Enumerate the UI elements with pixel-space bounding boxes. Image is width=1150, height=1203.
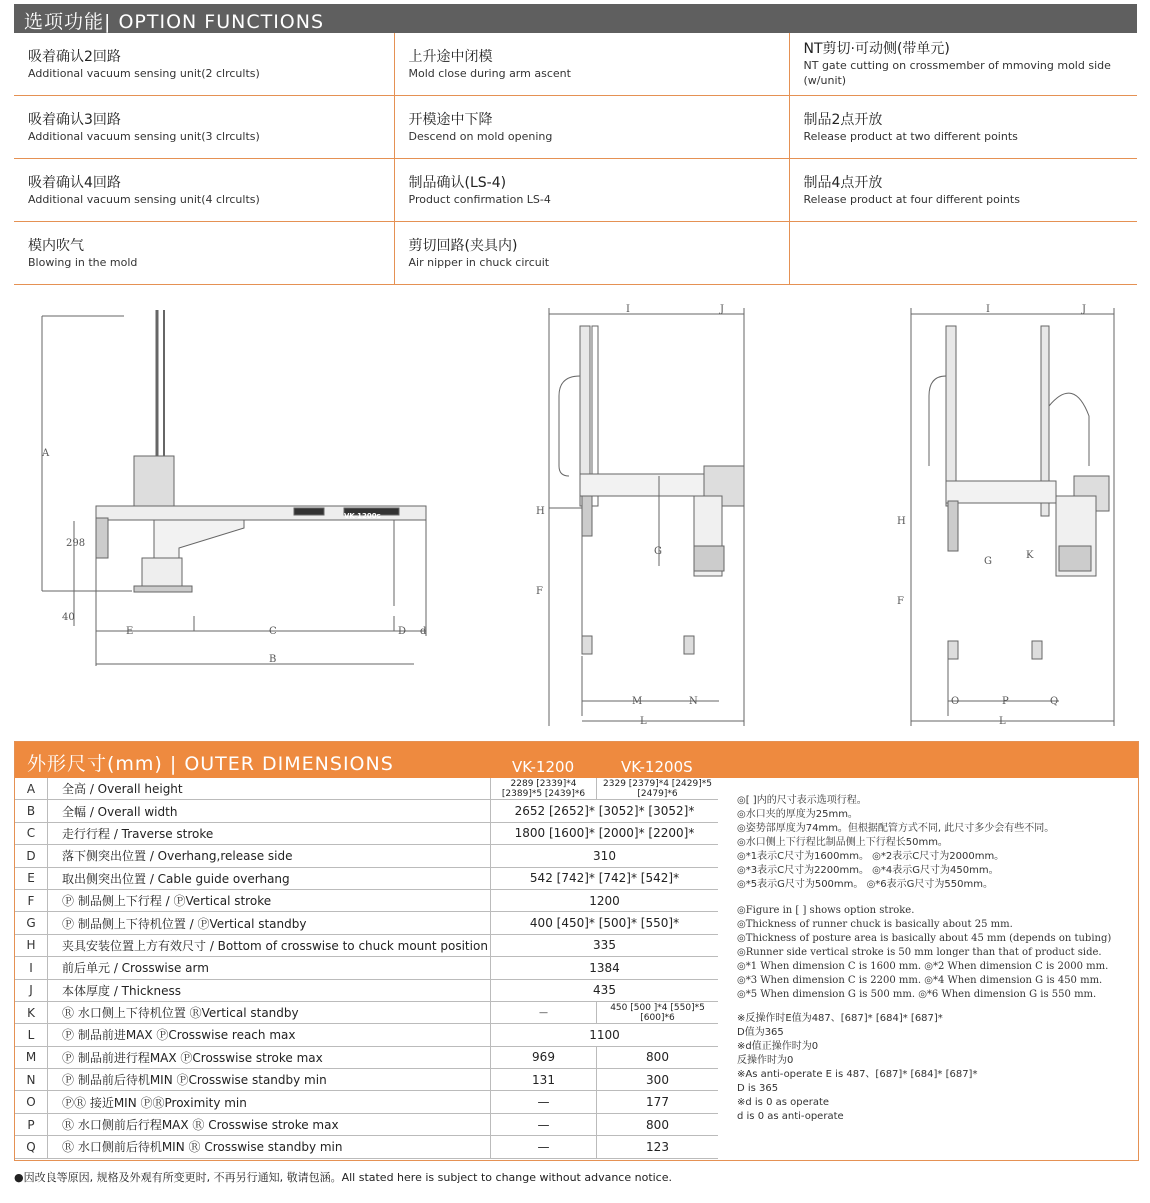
dimension-value-vk1200: — <box>491 1091 597 1113</box>
dimension-label: 取出侧突出位置 / Cable guide overhang <box>48 867 491 889</box>
dimension-key: A <box>15 778 48 800</box>
dimension-label: Ⓡ 水口侧前后行程MAX Ⓡ Crosswise stroke max <box>48 1113 491 1135</box>
option-functions-table <box>14 33 1137 285</box>
footnote: ●因改良等原因, 规格及外观有所变更时, 不再另行通知, 敬请包涵。All stated here is subject to change without advance notice. <box>14 1171 672 1184</box>
note-line: ◎Runner side vertical stroke is 50 mm longer than that of product side. <box>737 947 1102 958</box>
dim-label-I-front: I <box>626 304 630 315</box>
note-line: ◎Thickness of posture area is basically about 45 mm (depends on tubing) <box>737 933 1112 944</box>
dim-label-M: M <box>632 696 643 707</box>
note-line: 反操作时为0 <box>737 1055 794 1066</box>
dimension-label: Ⓟ 制品侧上下行程 / ⓅVertical stroke <box>48 889 491 911</box>
option-cell <box>14 96 394 159</box>
dimension-row <box>15 912 718 934</box>
dimension-row <box>15 778 718 800</box>
dimension-value: 1800 [1600]* [2000]* [2200]* <box>491 822 719 844</box>
dim-label-D: D <box>398 626 407 637</box>
option-en: Additional vacuum sensing unit(2 clrcults) <box>28 66 260 80</box>
option-cn: 模内吹气 <box>28 237 84 254</box>
dimension-key: G <box>15 912 48 934</box>
dimension-label: 走行行程 / Traverse stroke <box>48 822 491 844</box>
dimension-value: 335 <box>491 934 719 956</box>
option-cell <box>394 96 789 159</box>
option-cell <box>789 159 1137 222</box>
dimension-row <box>15 845 718 867</box>
note-line: D值为365 <box>737 1027 784 1038</box>
option-row <box>14 222 1137 285</box>
notes-english <box>737 904 1132 1002</box>
dimension-label: 落下侧突出位置 / Overhang,release side <box>48 845 491 867</box>
option-en: Mold close during arm ascent <box>408 66 571 80</box>
dimension-value-vk1200: 969 <box>491 1046 597 1068</box>
dimension-row <box>15 934 718 956</box>
dimension-value-vk1200: 131 <box>491 1069 597 1091</box>
dim-label-d: d <box>420 626 427 637</box>
option-cn: 吸着确认2回路 <box>28 48 121 65</box>
dimension-value: 2652 [2652]* [3052]* [3052]* <box>491 800 719 822</box>
option-en: Additional vacuum sensing unit(3 clrcults) <box>28 129 260 143</box>
front-view-s-drawing <box>911 308 1114 726</box>
dimension-row <box>15 1001 718 1023</box>
option-cn: 吸着确认3回路 <box>28 111 121 128</box>
dimension-value: 1100 <box>491 1024 719 1046</box>
note-line: ※d is 0 as operate <box>737 1097 830 1108</box>
option-row <box>14 159 1137 222</box>
dimension-value-vk1200: 2289 [2339]*4 [2389]*5 [2439]*6 <box>491 778 597 800</box>
outer-dimensions-panel <box>14 741 1139 1161</box>
dim-label-P: P <box>1002 696 1009 707</box>
dimension-key: I <box>15 957 48 979</box>
option-en: Blowing in the mold <box>28 255 138 269</box>
dim-label-O: O <box>951 696 960 707</box>
dimension-value: 435 <box>491 979 719 1001</box>
dimension-key: O <box>15 1091 48 1113</box>
dimensions-table <box>15 778 718 1159</box>
note-line: ※反操作时E值为487、[687]* [684]* [687]* <box>737 1013 943 1024</box>
model-vk1200s: VK-1200S <box>621 758 693 776</box>
option-cell <box>789 33 1137 96</box>
option-cn: 吸着确认4回路 <box>28 174 121 191</box>
dimension-key: M <box>15 1046 48 1068</box>
dim-label-40: 40 <box>62 612 75 623</box>
note-line: ◎*1表示C尺寸为1600mm。 ◎*2表示C尺寸为2000mm。 <box>737 851 1005 862</box>
option-en: Descend on mold opening <box>408 129 553 143</box>
note-line: ◎姿势部厚度为74mm。但根据配管方式不同, 此尺寸多少会有些不同。 <box>737 823 1055 834</box>
option-cn: 制品2点开放 <box>803 111 883 128</box>
dimension-value-vk1200: — <box>491 1001 597 1023</box>
outer-dimensions-header <box>15 742 1138 778</box>
option-functions-title: 选项功能| OPTION FUNCTIONS <box>24 11 325 33</box>
dim-label-H-s: H <box>897 516 906 527</box>
dimension-value: 310 <box>491 845 719 867</box>
dimension-drawings <box>14 296 1137 726</box>
option-cell <box>394 33 789 96</box>
dimension-key: C <box>15 822 48 844</box>
dimension-label: ⓅⓇ 接近MIN ⓅⓇProximity min <box>48 1091 491 1113</box>
dimension-row <box>15 867 718 889</box>
dimension-label: 全幅 / Overall width <box>48 800 491 822</box>
dim-label-F-front: F <box>536 586 543 597</box>
option-cell <box>394 159 789 222</box>
dim-label-E: E <box>126 626 134 637</box>
dimension-label: Ⓟ 制品侧上下待机位置 / ⓅVertical standby <box>48 912 491 934</box>
dimension-value: 542 [742]* [742]* [542]* <box>491 867 719 889</box>
option-cn: 开模途中下降 <box>408 111 493 128</box>
dimension-value-vk1200s: 2329 [2379]*4 [2429]*5 [2479]*6 <box>597 778 719 800</box>
dimension-label: Ⓟ 制品前进行程MAX ⓅCrosswise stroke max <box>48 1046 491 1068</box>
option-en: Product confirmation LS-4 <box>408 192 551 206</box>
dimension-key: E <box>15 867 48 889</box>
option-cn: 制品4点开放 <box>803 174 883 191</box>
dimension-label: 前后单元 / Crosswise arm <box>48 957 491 979</box>
dimension-key: P <box>15 1113 48 1135</box>
dim-label-298: 298 <box>66 538 86 549</box>
option-cn: 上升途中闭模 <box>408 48 493 65</box>
dimension-label: 夹具安装位置上方有效尺寸 / Bottom of crosswise to chuck mount position <box>48 934 491 956</box>
option-cell <box>14 33 394 96</box>
notes-chinese <box>737 794 1132 892</box>
option-cell <box>789 222 1137 285</box>
option-functions-header <box>14 4 1137 33</box>
option-row <box>14 33 1137 96</box>
note-line: ◎水口侧上下行程比制品侧上下行程长50mm。 <box>737 837 948 848</box>
dimension-key: H <box>15 934 48 956</box>
dimension-value-vk1200s: 450 [500 ]*4 [550]*5 [600]*6 <box>597 1001 719 1023</box>
dimension-value-vk1200s: 300 <box>597 1069 719 1091</box>
dim-label-G-s: G <box>984 556 992 567</box>
dim-label-H-front: H <box>536 506 545 517</box>
option-en: Additional vacuum sensing unit(4 clrcults) <box>28 192 260 206</box>
dimension-row <box>15 979 718 1001</box>
dim-label-C: C <box>269 626 277 637</box>
option-en: NT gate cutting on crossmember of mmoving mold side (w/unit) <box>803 59 1111 87</box>
note-line: ※As anti-operate E is 487、[687]* [684]* [687]* <box>737 1069 978 1080</box>
dim-label-G-front: G <box>654 546 662 557</box>
dimension-key: N <box>15 1069 48 1091</box>
option-en: Release product at two different points <box>803 129 1018 143</box>
option-cell <box>14 159 394 222</box>
dimension-row <box>15 1069 718 1091</box>
dimension-row <box>15 1024 718 1046</box>
note-line: ◎*5 When dimension G is 500 mm. ◎*6 When dimension G is 550 mm. <box>737 989 1097 1000</box>
dimension-value-vk1200s: 800 <box>597 1113 719 1135</box>
note-line: ◎*3 When dimension C is 2200 mm. ◎*4 When dimension G is 450 mm. <box>737 975 1103 986</box>
dimension-notes <box>737 794 1132 1124</box>
option-cn: 制品确认(LS-4) <box>408 174 507 191</box>
dimension-key: Q <box>15 1136 48 1158</box>
dim-label-A: A <box>42 448 50 459</box>
note-line: d is 0 as anti-operate <box>737 1111 844 1122</box>
dimension-value: 1384 <box>491 957 719 979</box>
dimension-label: Ⓡ 水口侧上下待机位置 ⓇVertical standby <box>48 1001 491 1023</box>
dimension-value-vk1200s: 800 <box>597 1046 719 1068</box>
dimension-key: K <box>15 1001 48 1023</box>
option-cn: NT剪切·可动侧(带单元) <box>803 41 950 57</box>
model-logo-text: VK-1200s <box>344 512 381 520</box>
dim-label-I-s: I <box>986 304 990 315</box>
dimension-row <box>15 1091 718 1113</box>
dim-label-J-s: J <box>1082 304 1087 315</box>
option-cell <box>394 222 789 285</box>
front-view-drawing <box>549 308 744 726</box>
outer-dimensions-title: 外形尺寸(mm) | OUTER DIMENSIONS <box>27 753 394 775</box>
note-line: ◎*3表示C尺寸为2200mm。 ◎*4表示G尺寸为450mm。 <box>737 865 999 876</box>
dim-label-L-s: L <box>999 716 1006 726</box>
dimension-row <box>15 800 718 822</box>
dim-label-F-s: F <box>897 596 904 607</box>
dimension-key: D <box>15 845 48 867</box>
robot-drawings-svg <box>14 296 1137 726</box>
dim-label-J-front: J <box>720 304 725 315</box>
dim-label-N: N <box>689 696 698 707</box>
option-row <box>14 96 1137 159</box>
note-line: ◎Thickness of runner chuck is basically about 25 mm. <box>737 919 1013 930</box>
dim-label-Q: Q <box>1050 696 1059 707</box>
dimension-value: 400 [450]* [500]* [550]* <box>491 912 719 934</box>
option-en: Release product at four different points <box>803 192 1020 206</box>
dimension-value-vk1200: — <box>491 1136 597 1158</box>
dimension-row <box>15 957 718 979</box>
dimension-label: 本体厚度 / Thickness <box>48 979 491 1001</box>
dim-label-L-front: L <box>640 716 647 726</box>
option-cell <box>789 96 1137 159</box>
dimension-row <box>15 889 718 911</box>
dimension-row <box>15 1046 718 1068</box>
dim-label-K-s: K <box>1026 550 1034 561</box>
dimension-label: Ⓟ 制品前进MAX ⓅCrosswise reach max <box>48 1024 491 1046</box>
dimension-label: Ⓡ 水口侧前后待机MIN Ⓡ Crosswise standby min <box>48 1136 491 1158</box>
dimension-row <box>15 822 718 844</box>
model-vk1200: VK-1200 <box>512 758 575 776</box>
note-line: ◎*5表示G尺寸为500mm。 ◎*6表示G尺寸为550mm。 <box>737 879 993 890</box>
note-line: ◎[ ]内的尺寸表示选项行程。 <box>737 795 867 806</box>
dimension-key: L <box>15 1024 48 1046</box>
dimension-label: Ⓟ 制品前后待机MIN ⓅCrosswise standby min <box>48 1069 491 1091</box>
option-cell <box>14 222 394 285</box>
dimension-label: 全高 / Overall height <box>48 778 491 800</box>
option-cn: 剪切回路(夹具内) <box>408 237 518 254</box>
note-line: D is 365 <box>737 1083 779 1094</box>
dimension-key: B <box>15 800 48 822</box>
dimension-key: J <box>15 979 48 1001</box>
dimension-value-vk1200: — <box>491 1113 597 1135</box>
dimension-row <box>15 1113 718 1135</box>
note-line: ※d值正操作时为0 <box>737 1041 819 1052</box>
option-en: Air nipper in chuck circuit <box>408 255 550 269</box>
dimension-value-vk1200s: 177 <box>597 1091 719 1113</box>
dimension-value: 1200 <box>491 889 719 911</box>
note-line: ◎水口夹的厚度为25mm。 <box>737 809 858 820</box>
dimension-row <box>15 1136 718 1158</box>
dimension-key: F <box>15 889 48 911</box>
notes-anti-operate <box>737 1012 1132 1124</box>
dim-label-B: B <box>269 654 277 665</box>
dimension-value-vk1200s: 123 <box>597 1136 719 1158</box>
note-line: ◎*1 When dimension C is 1600 mm. ◎*2 When dimension C is 2000 mm. <box>737 961 1109 972</box>
note-line: ◎Figure in [ ] shows option stroke. <box>737 905 915 916</box>
side-view-drawing <box>42 310 426 666</box>
